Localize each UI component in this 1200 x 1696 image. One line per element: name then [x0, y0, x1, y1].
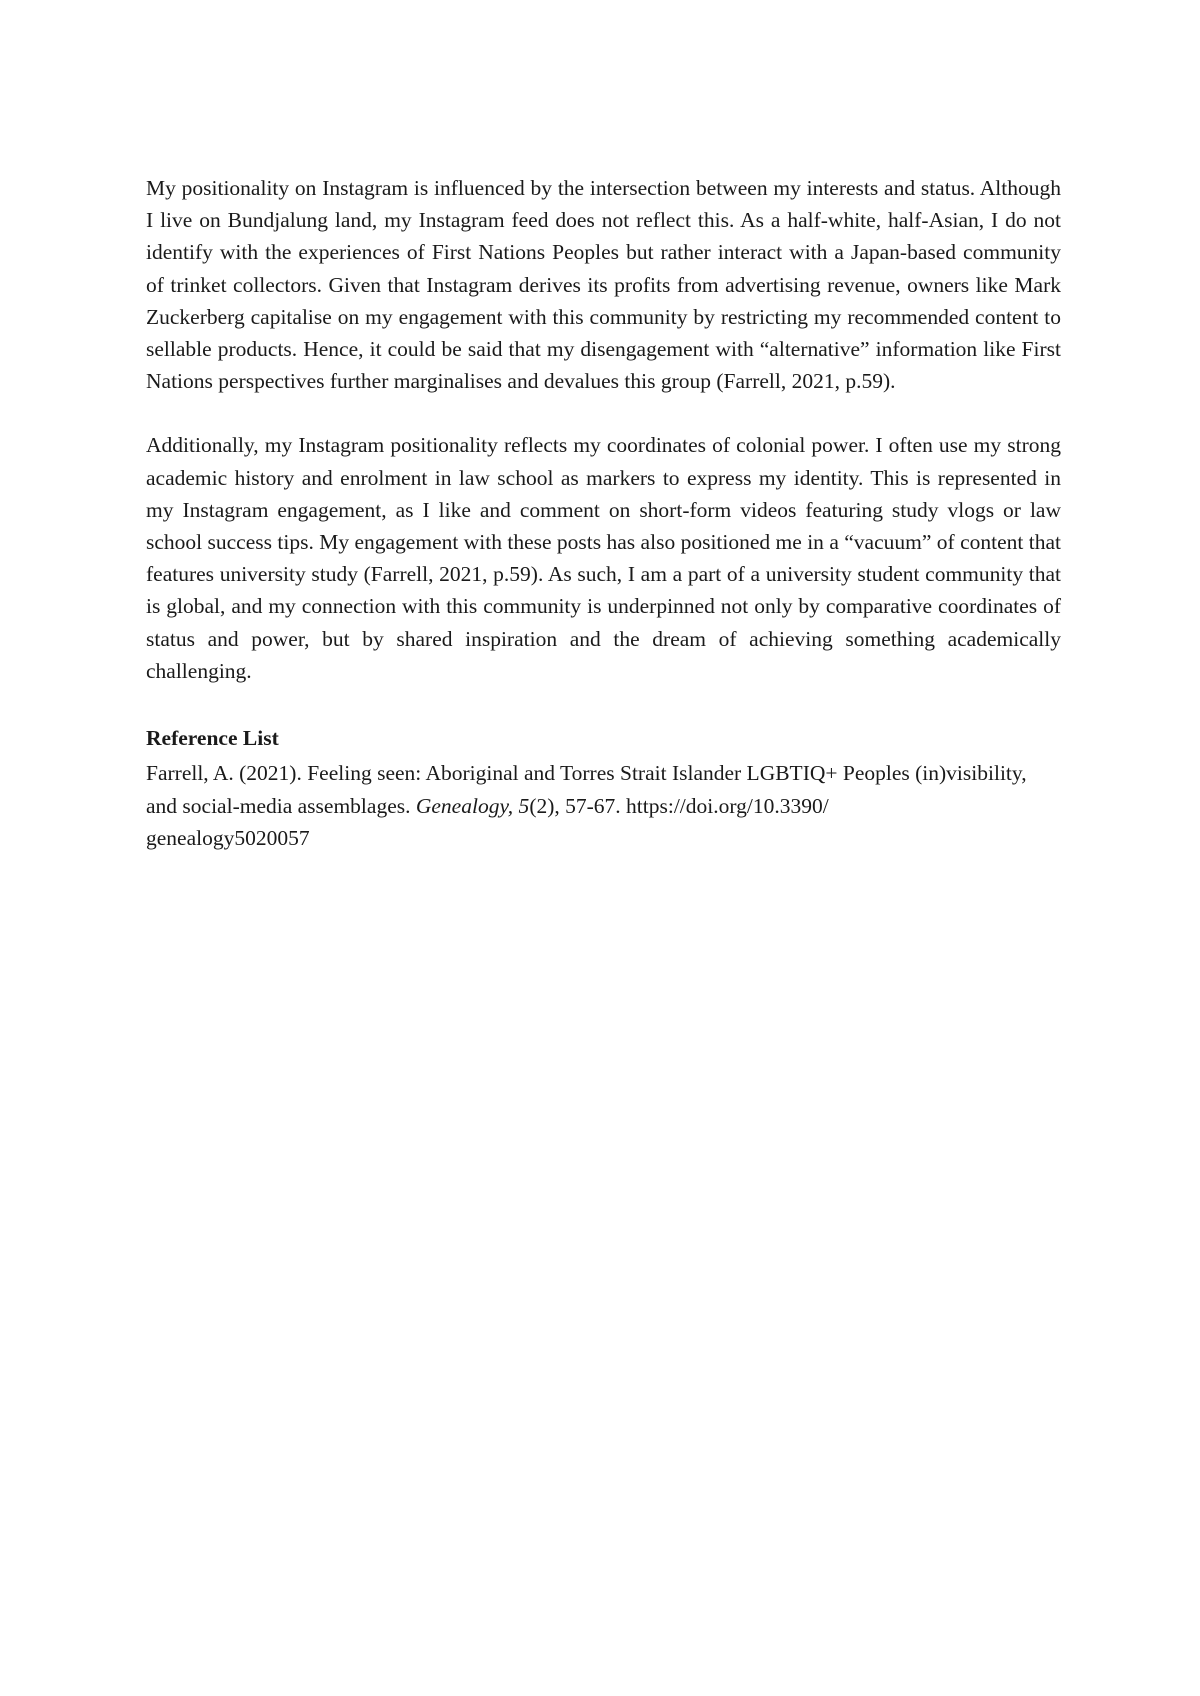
body-paragraph-1: My positionality on Instagram is influenced by the intersection between my interests and status. Although I live on Bundjalung land, my Instagram feed does not reflect this. As a half-white, half-Asian, I do not identify with the experiences of First Nations Peoples but rather interact with a Japan-based community of trinket collectors. Given that Instagram derives its profits from advertising revenue, owners like Mark Zuckerberg capitalise on my engagement with this community by restricting my recommended content to sellable products. Hence, it could be said that my disengagement with “alternative” information like First Nations perspectives further marginalises and devalues this group (Farrell, 2021, p.59). [146, 176, 1061, 394]
reference-entry [146, 757, 1061, 855]
reference-issue-pages-doi: (2), 57-67. https://doi.org/10.3390/ [529, 793, 829, 818]
body-paragraph-2: Additionally, my Instagram positionality reflects my coordinates of colonial power. I often use my strong academic history and enrolment in law school as markers to express my identity. This is represented in my Instagram engagement, as I like and comment on short-form videos featuring study vlogs or law school success tips. My engagement with these posts has also positioned me in a “vacuum” of content that features university study (Farrell, 2021, p.59). As such, I am a part of a university student community that is global, and my connection with this community is underpinned not only by comparative coordinates of status and power, but by shared inspiration and the dream of achieving something academically challenging. [146, 433, 1061, 683]
reference-doi-tail: genealogy5020057 [146, 826, 310, 851]
reference-list-heading: Reference List [146, 726, 279, 751]
reference-journal: Genealogy, 5 [415, 793, 530, 818]
document-body [146, 172, 1061, 855]
reference-authors-title: Farrell, A. (2021). Feeling seen: Aboriginal and Torres Strait Islander LGBTIQ+ Peoples (in)visibility, and social-media assemblages. [146, 761, 1027, 818]
